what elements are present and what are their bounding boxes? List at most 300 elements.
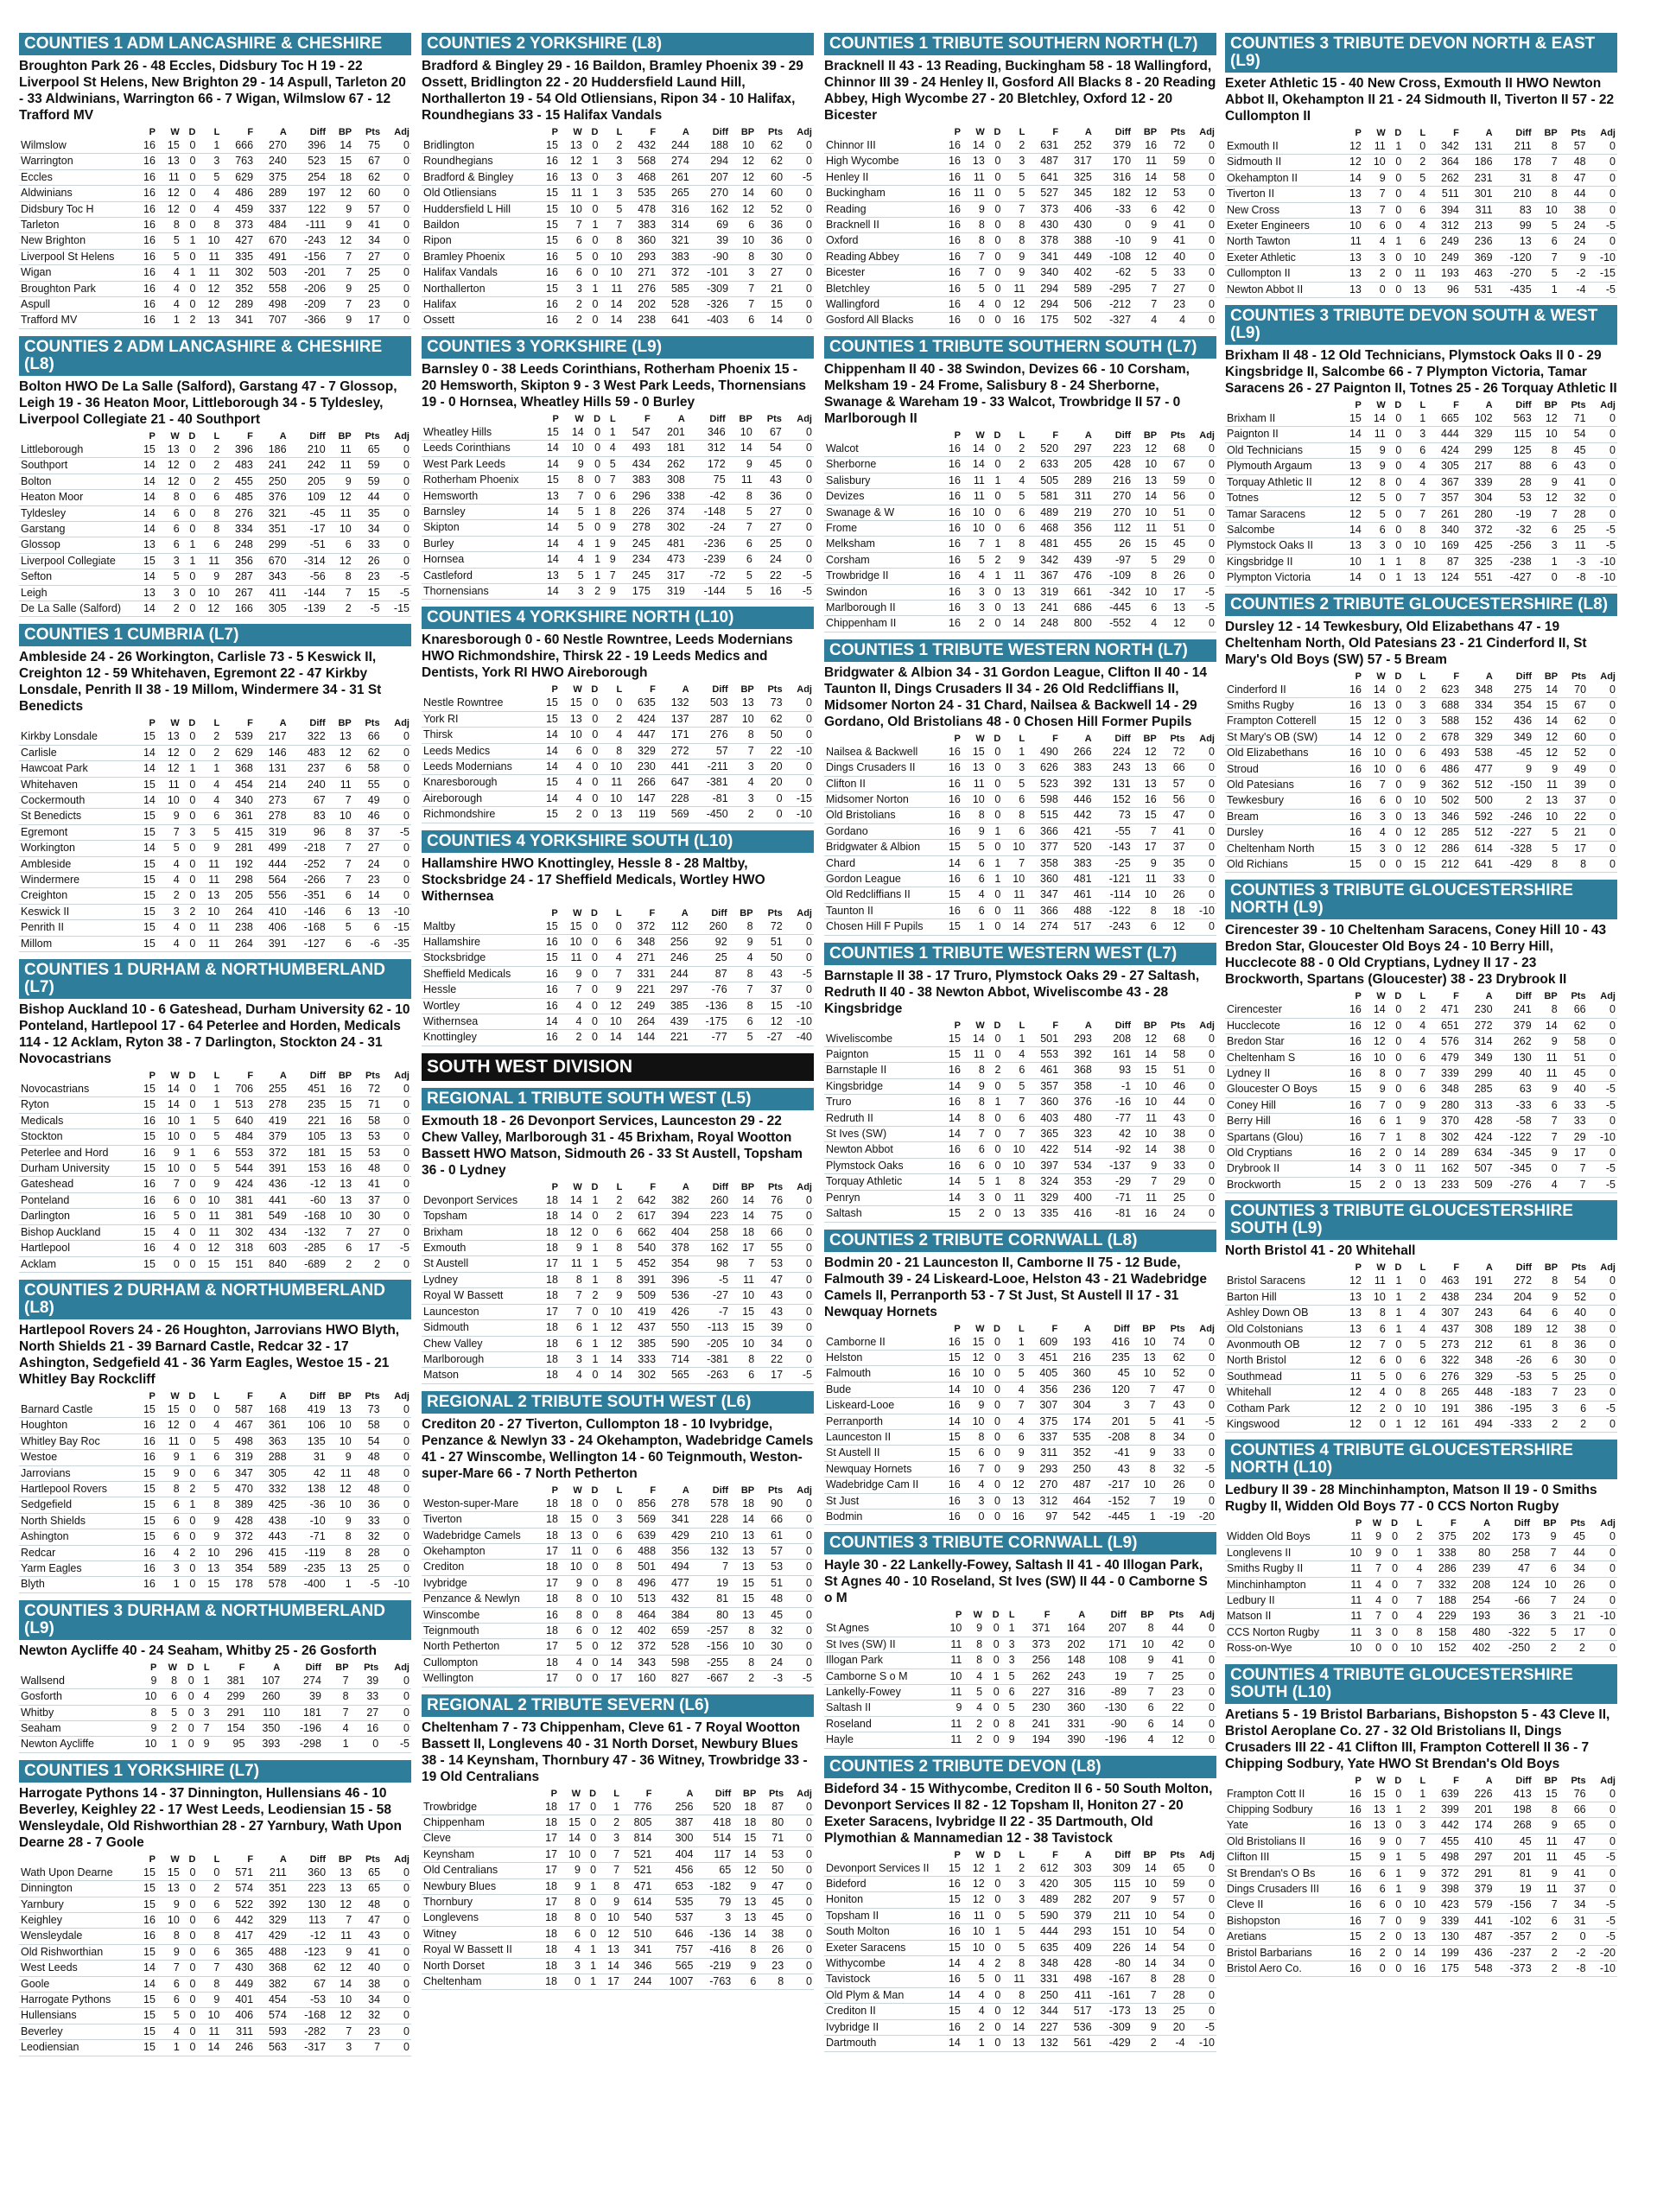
stat-adj: 0 [1187, 919, 1216, 935]
stat-l: 8 [1001, 1716, 1017, 1732]
stat-a: 348 [1461, 1353, 1495, 1369]
stat-l: 8 [600, 233, 624, 249]
stat-f: 358 [1026, 855, 1060, 871]
stat-pts: 62 [1559, 714, 1588, 729]
stat-diff: -381 [691, 1351, 730, 1367]
stat-w: 4 [561, 536, 586, 551]
stat-bp: 10 [1132, 1366, 1158, 1382]
stat-adj: 0 [1588, 1289, 1617, 1305]
stat-bp: 7 [327, 2024, 353, 2039]
stat-p: 16 [1339, 1961, 1363, 1977]
table-row [824, 1987, 1216, 2003]
team-name: Beverley [19, 2024, 133, 2039]
stat-pts: 40 [1559, 1306, 1588, 1321]
stat-adj: 0 [382, 792, 411, 808]
stat-diff: -236 [687, 536, 727, 551]
stat-diff: -357 [1495, 1929, 1533, 1945]
stat-p: 14 [133, 1961, 157, 1976]
stat-w: 4 [963, 1669, 984, 1684]
stat-diff: -77 [690, 1030, 729, 1046]
column-header-bp: BP [1143, 127, 1158, 137]
stat-f: 221 [624, 982, 657, 998]
stat-diff: -763 [695, 1974, 733, 1990]
stat-adj: 0 [1588, 170, 1617, 186]
stat-pts: 17 [1559, 841, 1588, 856]
stat-bp: 11 [1533, 1050, 1559, 1065]
column-header-d: D [591, 684, 599, 696]
stat-p: 12 [1339, 1401, 1363, 1416]
team-name: Smiths Rugby II [1225, 1561, 1339, 1577]
stat-p: 16 [938, 313, 962, 328]
column-header-diff: Diff [1114, 1849, 1131, 1860]
stat-p: 16 [938, 138, 962, 154]
team-name: Wheatley Hills [422, 425, 536, 441]
column-4 [1225, 26, 1617, 1977]
stat-bp: 9 [1133, 1158, 1159, 1173]
stat-l: 13 [1403, 809, 1427, 824]
stat-p: 13 [1339, 1321, 1363, 1337]
stat-f: 522 [221, 1897, 255, 1912]
stat-w: 15 [962, 745, 987, 760]
team-name: Old Richians [1225, 857, 1339, 873]
stat-p: 11 [1339, 1624, 1363, 1640]
stat-l: 14 [600, 1351, 624, 1367]
stat-f: 364 [1427, 155, 1461, 170]
stat-bp: 15 [1133, 808, 1159, 823]
column-header-pts: Pts [1570, 1518, 1585, 1529]
stat-a: 574 [255, 2008, 289, 2024]
stat-d: 0 [181, 569, 198, 585]
team-name: Plymstock Oaks [824, 1158, 938, 1173]
stat-bp: 7 [730, 1256, 756, 1272]
stat-w: 4 [157, 873, 181, 888]
stat-p: 15 [536, 696, 560, 711]
stat-p: 13 [133, 537, 157, 553]
table-row [1225, 1401, 1617, 1416]
stat-bp: 12 [327, 233, 353, 249]
stat-l: 13 [600, 807, 624, 823]
stat-f: 347 [221, 1465, 255, 1481]
stat-f: 540 [621, 1910, 653, 1926]
column-header-l: L [613, 1788, 620, 1799]
stat-d: 0 [1387, 459, 1404, 474]
stat-adj: 0 [1187, 249, 1216, 264]
stat-f: 626 [1026, 760, 1060, 776]
table-row [1225, 1641, 1617, 1656]
stat-pts: 32 [1158, 1461, 1187, 1477]
stat-l: 15 [197, 1256, 221, 1272]
stat-d: 0 [584, 1575, 600, 1591]
table-row [19, 1993, 411, 2008]
stat-p: 16 [133, 265, 157, 281]
stat-d: 0 [987, 154, 1003, 169]
stat-w: 13 [1363, 697, 1387, 713]
stat-l: 10 [197, 2008, 221, 2024]
stat-p: 16 [1339, 1129, 1363, 1145]
stat-a: 425 [1461, 538, 1495, 554]
stat-pts: 32 [756, 1623, 784, 1638]
stat-d: 0 [584, 1304, 600, 1319]
stat-w: 7 [560, 218, 584, 233]
stat-adj: -10 [784, 807, 814, 823]
team-column-header [1225, 400, 1339, 411]
stat-p: 14 [1339, 522, 1363, 537]
stat-f: 373 [1026, 201, 1060, 217]
table-row [824, 1908, 1216, 1923]
stat-a: 214 [255, 777, 289, 792]
table-header-row [422, 127, 814, 138]
stat-w: 4 [157, 856, 181, 872]
table-row [19, 138, 411, 154]
table-row [19, 249, 411, 264]
stat-bp: 1 [1533, 554, 1559, 569]
column-header-w: W [975, 733, 985, 744]
stat-diff: 39 [282, 1689, 323, 1705]
table-row [1225, 1034, 1617, 1050]
stat-pts: 62 [353, 745, 382, 760]
stat-f: 360 [1026, 1095, 1060, 1110]
stat-bp: 5 [1133, 552, 1159, 568]
stat-p: 17 [536, 1543, 560, 1559]
stat-bp: 12 [730, 169, 756, 185]
stat-adj: 0 [1185, 1621, 1216, 1637]
stat-d: 0 [181, 1192, 198, 1208]
column-header-diff: Diff [309, 1071, 327, 1082]
stat-bp: 11 [1533, 1834, 1559, 1849]
stat-d: 0 [181, 856, 198, 872]
stat-bp: 10 [1133, 887, 1159, 903]
stat-diff: 216 [1094, 473, 1133, 488]
league-section [824, 33, 1216, 329]
stat-p: 15 [938, 1206, 962, 1222]
stat-w: 6 [1363, 1321, 1387, 1337]
stat-p: 12 [1339, 155, 1363, 170]
stat-bp: 5 [1533, 841, 1559, 856]
stat-pts: 39 [351, 1674, 381, 1689]
stat-pts: 29 [1159, 1174, 1187, 1190]
league-section [422, 1391, 814, 1688]
stat-adj: 0 [382, 1944, 411, 1960]
table-row [824, 138, 1216, 154]
stat-l: 4 [1002, 1047, 1026, 1063]
stat-l: 10 [1002, 872, 1026, 887]
stat-f: 365 [1026, 1127, 1060, 1142]
stat-p: 16 [133, 1113, 157, 1128]
stat-p: 16 [938, 1158, 962, 1173]
stat-d: 0 [584, 1655, 600, 1670]
stat-p: 15 [938, 2004, 962, 2019]
team-name: Saltash II [824, 1700, 938, 1716]
stat-pts: 13 [353, 904, 382, 919]
table-row [824, 1127, 1216, 1142]
stat-d: 0 [1387, 1353, 1404, 1369]
stat-f: 371 [1017, 1621, 1052, 1637]
stat-bp: 13 [730, 1607, 756, 1623]
table-row [422, 313, 814, 328]
table-row [19, 1465, 411, 1481]
stat-a: 216 [1059, 1350, 1093, 1365]
stat-f: 706 [221, 1082, 255, 1097]
stat-a: 509 [1461, 1177, 1495, 1192]
stat-diff: 207 [1087, 1621, 1128, 1637]
table-row [824, 569, 1216, 584]
league-table [824, 1610, 1216, 1748]
league-title: COUNTIES 1 TRIBUTE SOUTHERN SOUTH (L7) [824, 336, 1216, 359]
stat-f: 763 [221, 154, 255, 169]
table-row [824, 552, 1216, 568]
column-header-p: P [1355, 1775, 1362, 1786]
stat-f: 307 [1427, 1306, 1461, 1321]
stat-a: 392 [1060, 1047, 1094, 1063]
stat-p: 18 [536, 1272, 560, 1287]
stat-w: 11 [560, 950, 584, 966]
stat-p: 15 [1339, 1082, 1363, 1097]
table-row [824, 1877, 1216, 1892]
stat-a: 443 [255, 1529, 289, 1545]
column-header-pts: Pts [1571, 671, 1587, 682]
column-header-p: P [1355, 991, 1362, 1002]
table-row [1225, 1289, 1617, 1305]
stat-l: 9 [598, 1895, 621, 1910]
stat-d: 0 [987, 1972, 1003, 1987]
stat-p: 15 [133, 1402, 157, 1418]
column-header-l: L [1019, 1020, 1025, 1031]
stat-f: 438 [1427, 1289, 1461, 1305]
stat-bp: 12 [730, 201, 756, 217]
stat-f: 296 [618, 488, 652, 504]
stat-d: 1 [1387, 1274, 1404, 1289]
team-name: Keswick II [19, 904, 133, 919]
stat-p: 18 [536, 1878, 559, 1894]
stat-f: 576 [1427, 1034, 1461, 1050]
table-row [422, 759, 814, 774]
team-name: Aspull [19, 297, 133, 313]
stat-pts: 66 [353, 729, 382, 745]
stat-diff: -5 [691, 1272, 730, 1287]
stat-l: 9 [1002, 265, 1026, 281]
stat-w: 7 [1363, 1913, 1387, 1929]
stat-l: 2 [1403, 683, 1427, 698]
stat-pts: 58 [1159, 1047, 1187, 1063]
column-header-bp: BP [1143, 1849, 1157, 1860]
stat-a: 217 [255, 729, 289, 745]
stat-l: 14 [600, 313, 624, 328]
team-name: Truro [824, 1095, 938, 1110]
stat-f: 341 [621, 1942, 653, 1958]
stat-d: 0 [984, 1621, 1001, 1637]
stat-p: 18 [536, 1528, 560, 1543]
team-name: Garstang [19, 521, 133, 537]
stat-d: 0 [181, 297, 198, 313]
stat-l: 13 [197, 1560, 221, 1576]
stat-a: 325 [1060, 169, 1094, 185]
stat-a: 314 [657, 218, 691, 233]
stat-a: 256 [654, 1800, 695, 1815]
stat-a: 260 [246, 1689, 282, 1705]
stat-pts: 27 [353, 841, 382, 856]
stat-d: 1 [584, 218, 600, 233]
team-name: Newton Abbot [824, 1142, 938, 1158]
stat-l: 8 [1002, 218, 1026, 233]
stat-pts: 34 [353, 233, 382, 249]
stat-p: 16 [133, 154, 157, 169]
team-name: Royal W Bassett [422, 1288, 536, 1304]
stat-f: 484 [221, 1129, 255, 1145]
team-name: Redcar [19, 1545, 133, 1560]
table-row [1225, 170, 1617, 186]
stat-pts: 47 [1559, 170, 1588, 186]
column-header-diff: Diff [711, 907, 727, 918]
stat-w: 0 [157, 1256, 181, 1272]
column-header-diff: Diff [712, 1484, 729, 1496]
stat-bp: 3 [1533, 538, 1559, 554]
stat-pts: 17 [1159, 584, 1187, 600]
stat-l: 16 [1002, 1509, 1026, 1524]
stat-bp: 7 [730, 743, 756, 759]
stat-w: 6 [157, 1976, 181, 1992]
stat-a: 535 [1059, 1429, 1093, 1445]
stat-l: 2 [197, 1881, 221, 1897]
table-header-row [824, 734, 1216, 745]
team-name: Matson [422, 1368, 536, 1383]
stat-diff: 3 [695, 1910, 733, 1926]
stat-diff: -109 [1094, 569, 1133, 584]
stat-f: 501 [624, 1560, 657, 1575]
stat-a: 641 [657, 313, 691, 328]
stat-a: 80 [1458, 1545, 1492, 1560]
team-name: Oxford [824, 233, 938, 249]
column-header-w: W [975, 429, 985, 441]
column-header-adj: Adj [1199, 1323, 1215, 1334]
team-column-header [1225, 671, 1339, 683]
stat-adj: 0 [1588, 474, 1617, 490]
stat-a: 641 [1461, 857, 1495, 873]
column-header-pts: Pts [365, 1390, 380, 1402]
stat-l: 6 [197, 1465, 221, 1481]
stat-adj: 0 [1588, 234, 1617, 250]
stat-d: 1 [181, 1113, 198, 1128]
stat-p: 16 [133, 1577, 157, 1592]
team-name: Bletchley [824, 281, 938, 296]
stat-pts: 30 [756, 1639, 784, 1655]
stat-bp: 7 [1132, 1493, 1158, 1509]
table-row [422, 775, 814, 791]
stat-l: 0 [1403, 139, 1427, 155]
stat-d: 0 [987, 887, 1003, 903]
stat-bp: 6 [730, 313, 756, 328]
stat-bp: 5 [1533, 266, 1559, 282]
stat-bp: 7 [323, 1705, 351, 1720]
table-row [422, 249, 814, 264]
stat-pts: 28 [1159, 1972, 1187, 1987]
stat-a: 243 [1051, 1669, 1087, 1684]
stat-bp: 11 [730, 1272, 756, 1287]
column-header-diff: Diff [1515, 1262, 1533, 1274]
stat-bp: 10 [327, 1497, 353, 1513]
stat-l: 2 [197, 729, 221, 745]
stat-a: 383 [1060, 760, 1094, 776]
league-title: COUNTIES 3 TRIBUTE CORNWALL (L9) [824, 1532, 1216, 1554]
stat-bp: 1 [323, 1737, 351, 1752]
column-header-bp: BP [1544, 400, 1558, 411]
stat-w: 3 [560, 281, 584, 296]
column-header-p: P [954, 429, 961, 441]
table-row [1225, 1082, 1617, 1097]
team-name: Taunton II [824, 903, 938, 918]
stat-l: 5 [197, 1161, 221, 1177]
stat-adj: 0 [784, 1639, 814, 1655]
stat-d: 0 [986, 1493, 1002, 1509]
stat-l: 4 [1400, 1609, 1424, 1624]
team-name: Cleve II [1225, 1897, 1339, 1913]
stat-pts: 67 [1559, 697, 1588, 713]
stat-d: 1 [584, 154, 600, 169]
stat-p: 18 [536, 1193, 560, 1209]
stat-a: 272 [657, 743, 691, 759]
stat-d: 0 [986, 1366, 1002, 1382]
stat-bp: 11 [1133, 872, 1159, 887]
stat-diff: -137 [1094, 1158, 1133, 1173]
column-header-pts: Pts [365, 430, 380, 442]
stat-adj: 0 [1187, 169, 1216, 185]
stat-bp: 12 [1133, 249, 1159, 264]
stat-a: 297 [1060, 442, 1094, 457]
stat-w: 8 [157, 1929, 181, 1944]
stat-diff: 201 [1495, 1850, 1533, 1866]
stat-f: 95 [212, 1737, 247, 1752]
stat-l: 1 [1002, 1032, 1026, 1047]
table-row [1225, 1561, 1617, 1577]
stat-diff: -309 [1094, 2019, 1133, 2035]
stat-pts: 9 [1559, 250, 1588, 265]
stat-diff: 418 [695, 1815, 733, 1831]
stat-bp: 7 [323, 1674, 351, 1689]
stat-pts: 53 [756, 1256, 784, 1272]
league-results: Barnsley 0 - 38 Leeds Corinthians, Rotherham Phoenix 15 - 20 Hemsworth, Skipton 9 - 3 West Park Leeds, Thornensians 19 - 0 Hornsea, Wheatley Hills 59 - 0 Burley [422, 361, 807, 410]
column-header-a: A [1084, 733, 1092, 744]
stat-bp: 4 [1533, 1177, 1559, 1192]
stat-diff: 237 [289, 761, 327, 777]
stat-diff: 260 [691, 1193, 730, 1209]
league-section [19, 624, 411, 952]
stat-a: 191 [1461, 1274, 1495, 1289]
stat-bp: 6 [327, 904, 353, 919]
stat-diff: 153 [289, 1161, 327, 1177]
stat-f: 356 [1026, 1382, 1060, 1397]
stat-d: 0 [987, 265, 1003, 281]
stat-d: 2 [181, 904, 198, 919]
stat-diff: -235 [289, 1560, 327, 1576]
stat-w: 6 [962, 903, 987, 918]
stat-bp: 11 [327, 777, 353, 792]
league-results: Bolton HWO De La Salle (Salford), Garstang 47 - 7 Glossop, Leigh 19 - 36 Heaton Moor, Littleborough 34 - 5 Tyldesley, Liverpool Collegiate 21 - 40 Southport [19, 378, 397, 427]
stat-p: 14 [938, 1956, 962, 1972]
stat-pts: 59 [353, 474, 382, 489]
table-row [422, 1560, 814, 1575]
stat-adj: 0 [382, 442, 411, 458]
stat-adj: 0 [382, 233, 411, 249]
stat-p: 10 [1339, 1545, 1363, 1560]
stat-bp: 8 [730, 1623, 756, 1638]
stat-a: 419 [255, 1113, 289, 1128]
stat-a: 550 [657, 1320, 691, 1336]
column-header-bp: BP [338, 430, 352, 442]
stat-diff: -257 [691, 1623, 730, 1638]
stat-p: 11 [938, 1716, 963, 1732]
table-row [1225, 1592, 1617, 1608]
table-row [1225, 1018, 1617, 1033]
stat-pts: 42 [1156, 1637, 1186, 1652]
